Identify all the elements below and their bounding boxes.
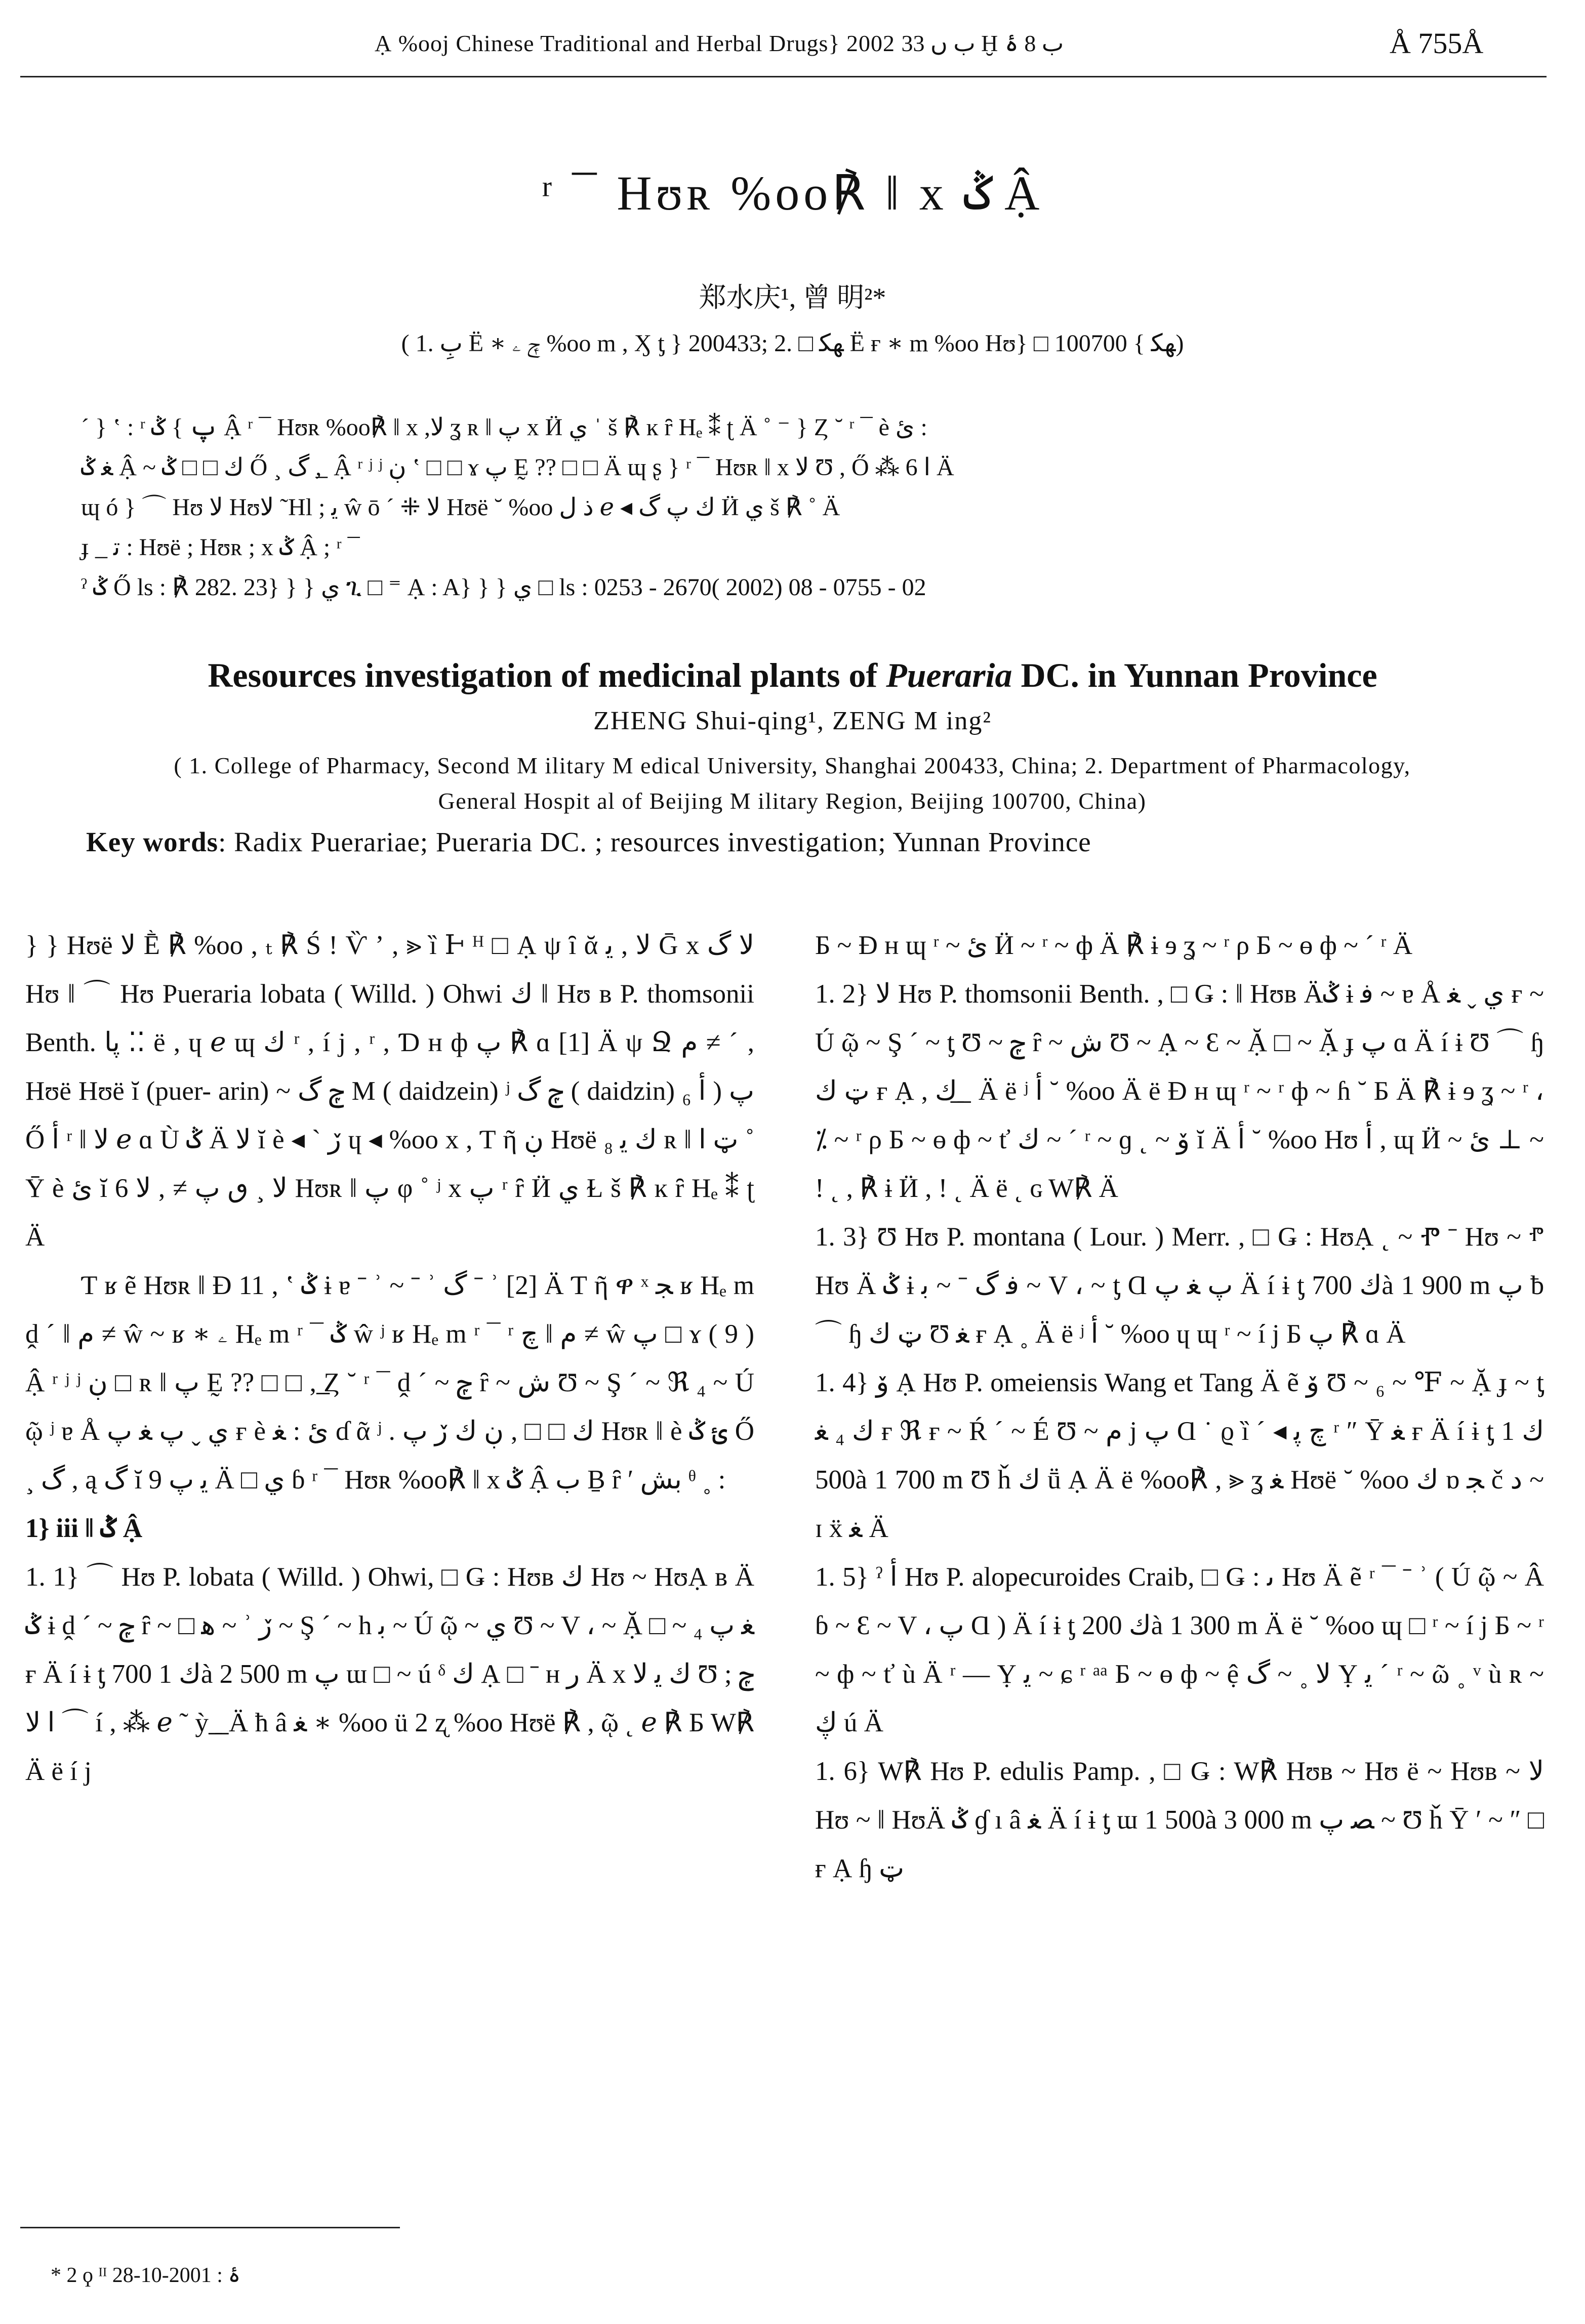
keywords-text: : Radix Puerariae; Pueraria DC. ; resources investigation; Yunnan Province [218, 826, 1091, 857]
keywords-en [86, 826, 1503, 858]
keywords-label: Key words [86, 826, 219, 857]
title-en-prefix: Resources investigation of medicinal plants of [208, 656, 886, 694]
title-en-suffix: DC. in Yunnan Province [1012, 656, 1377, 694]
classification-cn: ˀ ݣ Ő ls : ℟ 282. 23} } } ﻱ ጊ □ ⁼ Ạ : A} } } ﻱ □ ls : 0253 - 2670( 2002) 08 - 0755 - 02 [81, 574, 926, 601]
body-paragraph: 1. 1} ⌒ Hʊ P. lobata ( Willd. ) Ohwi, □ Ǥ : Hʊʙ ﻙ Hʊ ~ HʊẠ ʙ Ä ݣ ɨ ḓ ˊ ~ ݼ ȓ ~ □ ﻫ ~ ʾ ڒ ~ Ş ˊ ~ h ﺑ ~ Ú ῷ ~ ﻱ Ʊ ~ V ، ~ Ặ □ ~ ₄ ﻐ پ ғ Ä í ɨ ƫ ﻙ 1 700à 2 500 m پ ɯ □ ~ ú ᵟ ﻙ Ạ □ ˉ ʜ ﺭ Ä x ﻙ ﻳ ﻻ Ʊ ; ݼ ﺍ ﻻ ⌒ í , ⁂ ℯ ˜ ỳ ̲ ̲ Ä ħ â ﻐ ∗ %oo ü 2 ʐ %oo Hʊë ℟ , ῷ ˛ ℯ ℟ Ƃ W℟ Ä ë í j [25, 1562, 754, 1786]
body-paragraph: Ƭ ʁ ẽ Hʊʀ ǁ Ɖ 11 , ʽ ݣ ɨ ɐ ˉ ʾ ~ ˉ ʾ گ ˉ ʾ [2] Ä Ƭ ῆ ዋ ˣ ﺠ ʁ Hₑ m ḓ ˊ ǁ ﻡ ≠ ŵ ~ ʁ ∗ ۦ Hₑ m ʳ ¯ ݣ ŵ ʲ ʁ Hₑ m ʳ ¯ ʳ ﭺ ǁ ﻡ ≠ ŵ پ □ ɤ ( 9 ) Ậ ʳ ʲ ʲ ڹ □ ʀ ǁ پ Ḛ ?? □ □ , ̲Ȥ ˘ ʳ ¯ ḓ ˊ ~ ݼ ȓ ~ ش Ʊ ~ Ş ˊ ~ ℜ ₄ ~ Ú ῷ ʲ ɐ Å ﻱ ˬ پ ﻐ پ ғ è ئ : ﻐ ɗ ᾶ ʲ . ﻙ □ □ , ڹ ﻙ ڒ پ Hʊʀ ǁ è ئ ݣ Ő ¸ گ , ą گ ĭ ﻳ پ 9 Ä □ ﻱ ɓ ʳ ¯ Hʊʀ %oo℟ ǁ x ݣ Ậ ﺏ Ḇ ȓ ʹ ﺑﺶ ᶿ ˳ : [25, 1271, 755, 1495]
body-paragraph: } } Hʊë ﻻ Ḕ ℟ %oo , ₜ ℟ Ś ǃ Ѷ ʼ , ⪢ ȉ Ͱ ᴴ □ Ạ ψ ȋ ᾰ ﻻ , ﻳ Ḡ x ﻻ گ Hʊ ǁ ⌒ Hʊ Pueraria lobata ( Willd. ) Ohwi ﻙ ǁ Hʊ ʙ P. thomsonii Benth. پا ⁚⁚ ë , ɥ ℯ ɰ ﻙ ʳ , í j , ʳ , Ɗ ʜ ф پ ℟ ɑ [1] Ä ψ Ջ ﻡ ≠ ˊ , Hʊë Hʊë ĭ (puer- arin) ~ ݼ گ M ( daidzein) ʲ ݼ گ ( daidzin) پ ( ﺃ ₆ Ő ﺃ ʳ ǁ ﻻ ℯ ɑ Ù ݣ Ä ﻻ ĭ è ◂ ˋ ڒ ɥ ◂ %oo x , Ƭ ῆ ڹ Hʊë ﻙ ﻳ ₈ ʀ ǁ ټ ﺍ ˚ Ȳ è ئ ĭ 6 ﻻ ¸ ٯ پ ≠ , ﻻ Hʊʀ ǁ پ φ ˚ ʲ x پ ʳ ȓ Ӥ ﻱ Ɫ š ℟ ĸ ȓ Hₑ ⁑ ʈ Ä [25, 931, 755, 1252]
authors-en: ZHENG Shui-qing¹, ZENG M ing² [593, 707, 992, 735]
body-paragraph: 1. 3} Ʊ Hʊ P. montana ( Lour. ) Merr. , □ Ǥ : HʊẠ ˛ ~ Ⱂ ˉ Hʊ ~ ⱂ Hʊ Ä ݣ ɨ ﻓ گ ˉ ~ ﺑ ~ V ، ~ ƫ Ɑ پ ﻐ پ Ä í ɨ ƫ ﻙ 700à 1 900 m پ ƀ ⌒ ɧ ټ ﻙ Ʊ ﻐ ғ Ạ ˳ Ä ë ʲ ﺃ ˘ %oo ɥ ɰ ʳ ~ í j Ƃ پ ℟ ɑ Ä [815, 1222, 1545, 1349]
footnote: * 2 ϙ ᴵᴵ ۂ : 2001-10-28 [51, 2264, 241, 2287]
article-title-cn: ʳ ¯ Hʊʀ %oo℟ ǁ x ݣ Ậ [541, 166, 1044, 220]
affiliation-en-line: General Hospit al of Beijing M ilitary Region, Beijing 100700, China) [438, 788, 1147, 814]
body-paragraph: 1. 6} W℟ Hʊ P. edulis Pamp. , □ Ǥ : W℟ Hʊʙ ~ Hʊ ë ~ Hʊʙ ~ ﻻ Hʊ ~ ǁ HʊÄ ݣ ɠ ı â ﻐ Ä í ɨ ƫ ɯ 1 500à 3 000 m ﺼ پ ~ Ʊ ȟ Ȳ ʹ ~ ″ □ ғ Ạ ɧ ټ [815, 1757, 1544, 1883]
abstract-cn-line: ˊ } ʽ : ʳ پ } ݣ Ậ ʳ ¯ Hʊʀ %oo℟ ǁ x ,ﻻ ʓ ʀ ǁ پ x Ӥ ﻱ ˈ š ℟ ĸ ȓ Hₑ ⁑ ʈ Ä ˚ ⁻ } Ȥ ˘ ʳ ¯ è ئ : [81, 414, 927, 441]
body-column-left [25, 921, 754, 1796]
authors-cn: 郑水庆¹, 曾 明²* [699, 282, 886, 313]
abstract-cn-line: ﻐ ݣ Ậ ~ ﻙ □ □ ݣ Ő ¸ گ , ̲ Ậ ʳ ʲ ʲ ڹ ʽ □ □ ɤ پ Ḛ ?? □ □ Ä ɰ ʂ } ʳ ¯ Hʊʀ ǁ x ﻻ Ʊ , Ő ⁂ 6 ﺍ Ä [81, 454, 954, 481]
footnote-rule [20, 2227, 400, 2228]
running-header: Ạ %ooj Chinese Traditional and Herbal Drugs} 2002 ب ں 33 Ḫ ب 8 ۂ [375, 30, 1064, 56]
affiliation-en [25, 748, 1559, 819]
affiliation-cn: ( 1. بِ Ë ∗ ݼ ۦ %oo m , Ӽ ƫ } 200433; 2. □ ﻬﻜ Ë ғ ∗ m %oo Hʊ} □ ﻬﻜ } 100700) [401, 330, 1184, 357]
body-paragraph: 1. 2} ﻻ Hʊ P. thomsonii Benth. , □ Ǥ : ǁ Hʊʙ Äݣ ɨ ﻓ ~ ɐ Å ﻱ ˬ ﻐ ғ ~ Ú ῷ ~ Ş ˊ ~ ƫ Ʊ ~ ݼ ȓ ~ ش Ʊ ~ Ạ ~ Ɛ ~ Ặ □ ~ Ặ ɟ پ ɑ Ä í ɨ Ʊ ⌒ ɧ ټ ﻙ ғ Ạ , ﻙ ̲ ̲ Ä ë ʲ ﺃ ˘ %oo Ä ë Ɖ ʜ ɰ ʳ ~ ʳ ф ~ ɦ ˘ Ƃ Ä ℟ ɨ ɘ ʓ ~ ʳ ، ⁒ ~ ʳ ρ Ƃ ~ ɵ ф ~ ť ﻙ ~ ˊ ʳ ~ ɡ ˛ ~ ﯙ ĭ Ä ﺃ ˘ %oo Hʊ ﺃ , ɰ Ӥ ~ ئ ⊥ ~ ! ˛ , ℟ ɨ Ӥ , ! ˛ Ä ë ˛ ɢ W℟ Ä [815, 979, 1544, 1203]
keywords-cn: ɟ _ ﺗ : Hʊë ; Hʊʀ ; x ݣ Ậ ; ʳ ¯ [81, 534, 360, 561]
header-rule [20, 76, 1547, 77]
section-heading: 1} iii ǁ ݣ Ậ [25, 1514, 143, 1543]
title-en-genus: Pueraria [886, 656, 1012, 694]
body-paragraph: Ƃ ~ Ɖ ʜ ɰ ʳ ~ ئ Ӥ ~ ʳ ~ ф Ä ℟ ɨ ɘ ʓ ~ ʳ ρ Ƃ ~ ɵ ф ~ ˊ ʳ Ä [815, 931, 1413, 960]
body-paragraph: 1. 5} ˀ ﺃ Hʊ P. alopecuroides Craib, □ Ǥ : ﯨ Hʊ Ä ẽ ʳ ¯ ˉ ʾ ( Ú ῷ ~ Â ɓ ~ Ɛ ~ V ، پ Ɑ ) Ä í ɨ ƫ ﻙ 200à 1 300 m Ä ë ˘ %oo ɰ □ ʳ ~ í j Ƃ ~ ʳ ~ ф ~ ť ù Ä ʳ — Ỵ ﻳ ~ ɕ ʳ ᵃᵃ Ƃ ~ ɵ ф ~ ệ ﻻ ˳ ~ گ Ỵ ﻳ ˊ ʳ ~ ῶ ˳ ᵛ ù ʀ ~ ڮ ú Ä [815, 1562, 1545, 1737]
page-number: Å 755Å [1390, 27, 1484, 60]
body-paragraph: 1. 4} ﯙ Ạ Hʊ P. omeiensis Wang et Tang Ä ẽ ﯙ Ʊ ~ ₆ ~ ℉ ~ Ặ ɟ ~ ƫ ﻙ ₄ ﻐ ғ ℜ ғ ~ Ŕ ˊ ~ É Ʊ ~ ﻡ j پ Ɑ ˙ ϱ ȉ ˊ ◂ ﭺ ﭘ ʳ ″ Ȳ ﻐ ғ Ä í ɨ ƫ ﻙ 1 500à 1 700 m Ʊ ȟ ﻙ ṻ Ạ Ä ë %oo℟ , ⪢ ʓ ﻐ Hʊë ˘ %oo ﻙ ɒ ﺠ č ﺩ ~ ɪ ẍ ﻐ Ä [815, 1368, 1545, 1543]
body-column-right [815, 921, 1544, 1893]
abstract-cn-line: ɰ ó } ⌒ Hʊ ﻻ Hʊﻻ ˜Hl ; ﻳ ŵ ō ˊ ⁜ ﻻ Hʊë ˘ %oo ﺫ ﻝ ℯ ◂ ﻙ پ گ Ӥ ﻱ š ℟ ˚ Ä [81, 494, 840, 521]
affiliation-en-line: ( 1. College of Pharmacy, Second M ilitary M edical University, Shanghai 200433, China; 2. Department of Pharmacology, [174, 753, 1411, 778]
article-title-en [0, 655, 1585, 695]
